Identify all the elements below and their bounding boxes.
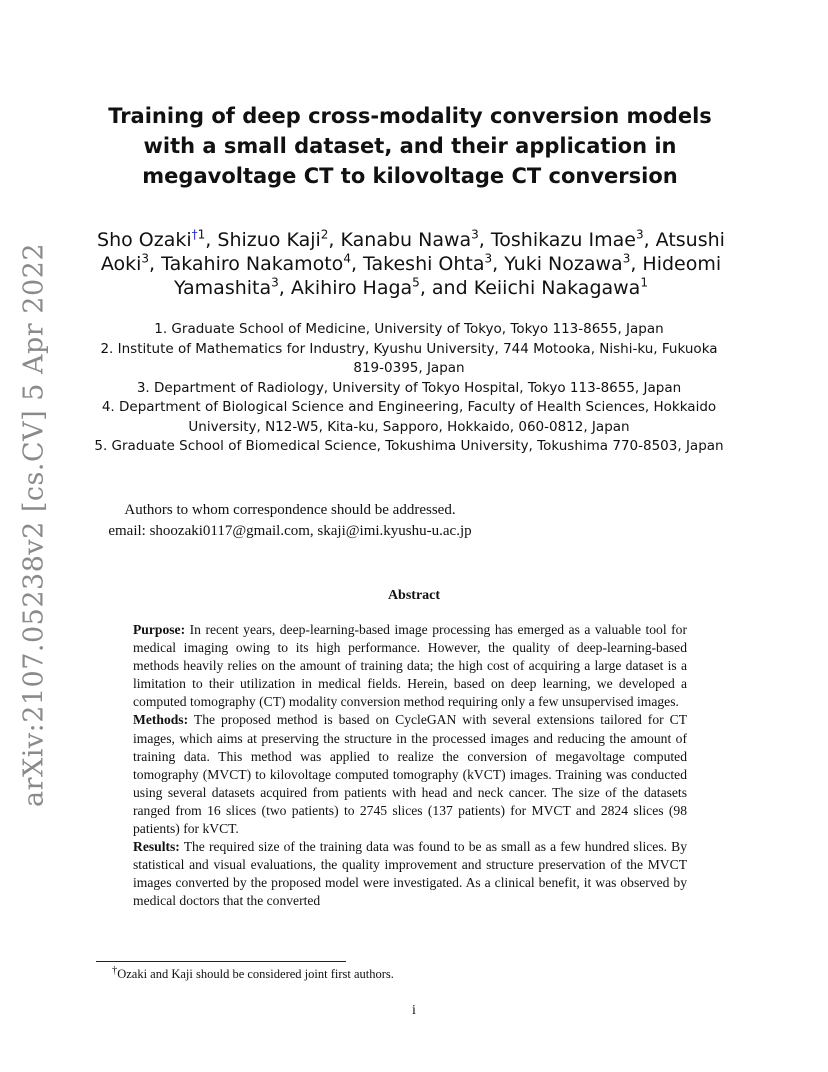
paper-title: Training of deep cross-modality conversion models with a small dataset, and their application in megavoltage CT to kilovoltage CT conversion: [108, 104, 712, 188]
author-name: Atsushi Aoki: [100, 229, 725, 275]
affiliation-list: [94, 320, 724, 457]
methods-text: The proposed method is based on CycleGAN with several extensions tailored for CT images, which aims at preserving the structure in the processed images and reducing the amount of training data. This method was applied to realize the conversion of megavoltage computed tomography (MVCT) to kilovoltage computed tomography (kVCT) images. Training was conducted using several datasets acquired from patients with head and neck cancer. The size of the datasets ranged from 16 slices (two patients) to 2745 slices (137 patients) for MVCT and 2824 slices (98 patients) for kVCT.: [133, 712, 687, 837]
author-affiliation-mark: 3: [484, 251, 493, 266]
author-name: Toshikazu Imae: [490, 229, 636, 251]
author-name: Yuki Nozawa: [504, 253, 623, 275]
author-name: Kanabu Nawa: [340, 229, 472, 251]
correspondence-block: [80, 500, 500, 542]
affiliation-item: 1. Graduate School of Medicine, University of Tokyo, Tokyo 113-8655, Japan: [154, 321, 664, 337]
author-affiliation-mark: 3: [141, 251, 150, 266]
correspondence-email: email: shoozaki0117@gmail.com, skaji@imi.kyushu-u.ac.jp: [108, 523, 472, 539]
abstract-results: [133, 838, 687, 910]
arxiv-identifier: arXiv:2107.05238v2 [cs.CV] 5 Apr 2022: [18, 242, 50, 808]
author-affiliation-mark: 1: [197, 227, 206, 242]
methods-label: Methods:: [133, 712, 189, 728]
author-affiliation-mark: 3: [471, 227, 479, 242]
abstract-methods: [133, 711, 687, 838]
abstract-heading: Abstract: [387, 588, 441, 603]
abstract-purpose: [133, 621, 687, 711]
author-affiliation-mark: 5: [412, 275, 420, 290]
affiliation-item: 2. Institute of Mathematics for Industry, Kyushu University, 744 Motooka, Nishi-ku, Fukuoka 819-0395, Japan: [100, 340, 718, 376]
author-name: Takahiro Nakamoto: [161, 253, 344, 275]
author-affiliation-mark: 3: [271, 275, 279, 290]
affiliation-item: 3. Department of Radiology, University of Tokyo Hospital, Tokyo 113-8655, Japan: [136, 379, 682, 396]
author-name: Akihiro Haga: [290, 277, 413, 299]
abstract-body: [133, 621, 687, 911]
purpose-text: In recent years, deep-learning-based image processing has emerged as a valuable tool for medical imaging owing to its high performance. However, the quality of deep-learning-based methods heavily relies on the amount of training data; the high cost of acquiring a large dataset is a limitation to their utilization in medical fields. Herein, based on deep learning, we developed a computed tomography (CT) modality conversion method requiring only a few unsupervised images.: [133, 622, 687, 710]
author-name: Sho Ozaki: [97, 229, 192, 251]
author-affiliation-mark: 3: [635, 227, 644, 242]
author-name: Shizuo Kaji: [217, 229, 321, 251]
arxiv-sidebar: [4, 242, 64, 808]
page-number: i: [412, 1003, 416, 1018]
purpose-label: Purpose:: [133, 622, 186, 637]
author-affiliation-mark: 4: [343, 251, 351, 266]
author-dagger-mark[interactable]: †: [191, 227, 198, 242]
authors-connector: and: [431, 277, 468, 299]
footnote: [112, 965, 394, 982]
footnote-text: Ozaki and Kaji should be considered joint first authors.: [117, 967, 394, 982]
footnote-rule: [96, 961, 346, 962]
affiliation-item: 5. Graduate School of Biomedical Science, Tokushima University, Tokushima 770-8503, Japan: [94, 438, 724, 454]
author-list: Sho Ozaki$^{\dagger 1}$, Shizuo Kaji$^2$, Kanabu Nawa$^3$, Toshikazu Imae$^3$, Atsushi Aoki$^3$, Takahiro Nakamoto$^4$, Takeshi Ohta$^3$, Yuki Nozawa$^3$, Hideomi Yamashita$^3$, Akihiro Haga$^5$, and Keiichi Nakagawa$^1$: [97, 227, 725, 299]
results-text: The required size of the training data was found to be as small as a few hundred slices. By statistical and visual evaluations, the quality improvement and structure preservation of the MVCT images converted by the proposed model were investigated. As a clinical benefit, it was observed by medical doctors that the converted: [133, 839, 687, 909]
author-name: Keiichi Nakagawa: [473, 277, 641, 299]
author-affiliation-mark: 1: [640, 275, 648, 290]
author-affiliation-mark: 3: [622, 251, 631, 266]
results-label: Results:: [133, 839, 180, 855]
correspondence-note: Authors to whom correspondence should be addressed.: [124, 502, 456, 518]
footnote-mark: †: [112, 965, 118, 976]
affiliation-item: 4. Department of Biological Science and Engineering, Faculty of Health Sciences, Hokkaido University, N12-W5, Kita-ku, Sapporo, Hokkaido, 060-0812, Japan: [101, 399, 717, 435]
author-affiliation-mark: 2: [320, 227, 329, 242]
author-name: Hideomi Yamashita: [174, 253, 722, 299]
author-name: Takeshi Ohta: [363, 253, 485, 275]
